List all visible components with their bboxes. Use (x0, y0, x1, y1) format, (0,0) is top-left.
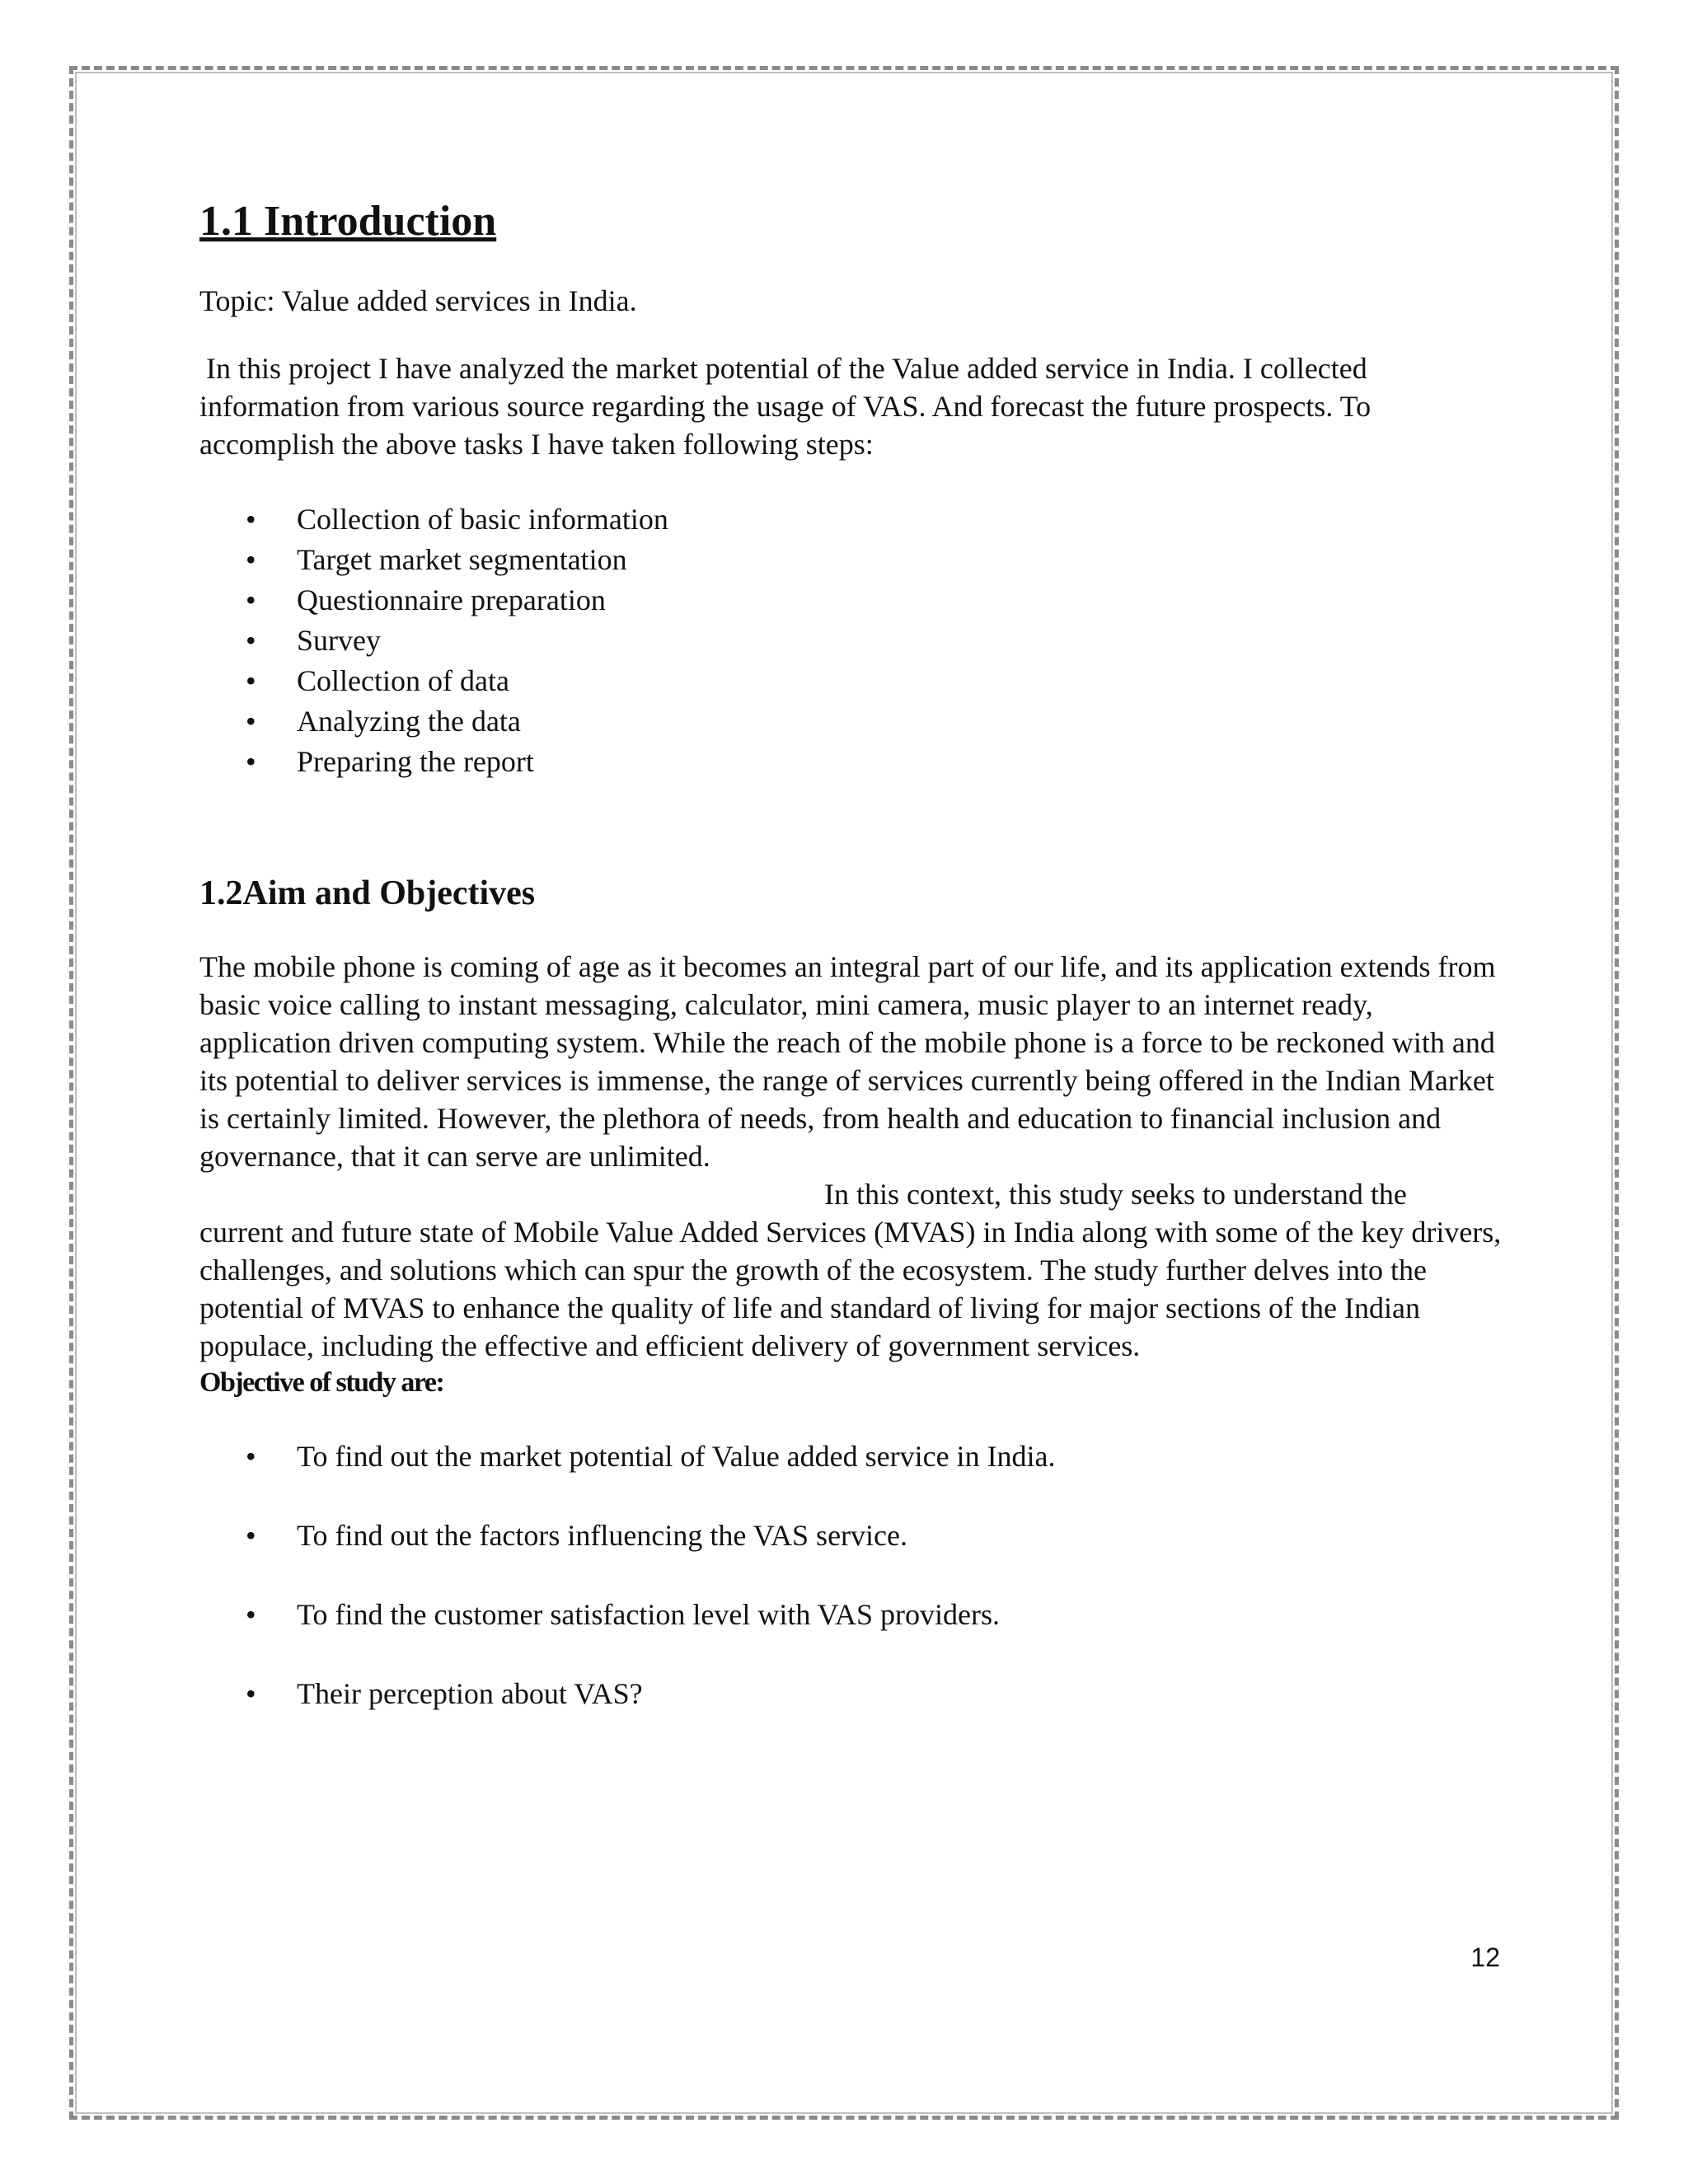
list-item: • To find the customer satisfaction level with VAS providers. (199, 1596, 1502, 1633)
page-number: 12 (1470, 1943, 1500, 1972)
list-item: • Collection of basic information (199, 499, 1502, 540)
objectives-heading: Objective of study are: (199, 1366, 444, 1398)
introduction-paragraph: In this project I have analyzed the market potential of the Value added service in India. I collected information from various source regarding the usage of VAS. And forecast the future prospects. To accomplish the above tasks I have taken following steps: (199, 352, 1372, 462)
steps-list (199, 499, 1502, 782)
list-item: • Analyzing the data (199, 701, 1502, 742)
list-item: • Target market segmentation (199, 540, 1502, 580)
aim-heading: 1.2Aim and Objectives (199, 874, 536, 913)
topic-line: Topic: Value added services in India. (199, 284, 637, 318)
list-item: • To find out the market potential of Value added service in India. (199, 1437, 1502, 1475)
aim-paragraph-continued: current and future state of Mobile Value Added Services (MVAS) in India along with some of the key drivers, challenges, and solutions which can spur the growth of the ecosystem. The study further delves into the potential of MVAS to enhance the quality of life and standard of living for major sections of the Indian populace, including the effective and efficient delivery of government services. (199, 1215, 1502, 1362)
list-item: • Preparing the report (199, 742, 1502, 782)
document-body (199, 196, 1502, 1754)
objectives-list (199, 1437, 1502, 1713)
list-item: • Their perception about VAS? (199, 1675, 1502, 1713)
introduction-heading: 1.1 Introduction (199, 198, 497, 245)
list-item: • Questionnaire preparation (199, 580, 1502, 621)
aim-paragraph-context-line: In this context, this study seeks to understand the (824, 1177, 1407, 1211)
list-item: • To find out the factors influencing the VAS service. (199, 1516, 1502, 1554)
list-item: • Survey (199, 621, 1502, 661)
list-item: • Collection of data (199, 661, 1502, 701)
aim-paragraph: The mobile phone is coming of age as it becomes an integral part of our life, and its application extends from basic voice calling to instant messaging, calculator, mini camera, music player to an internet ready, application driven computing system. While the reach of the mobile phone is a force to be reckoned with and its potential to deliver services is immense, the range of services currently being offered in the Indian Market is certainly limited. However, the plethora of needs, from health and education to financial inclusion and governance, that it can serve are unlimited. (199, 949, 1496, 1173)
